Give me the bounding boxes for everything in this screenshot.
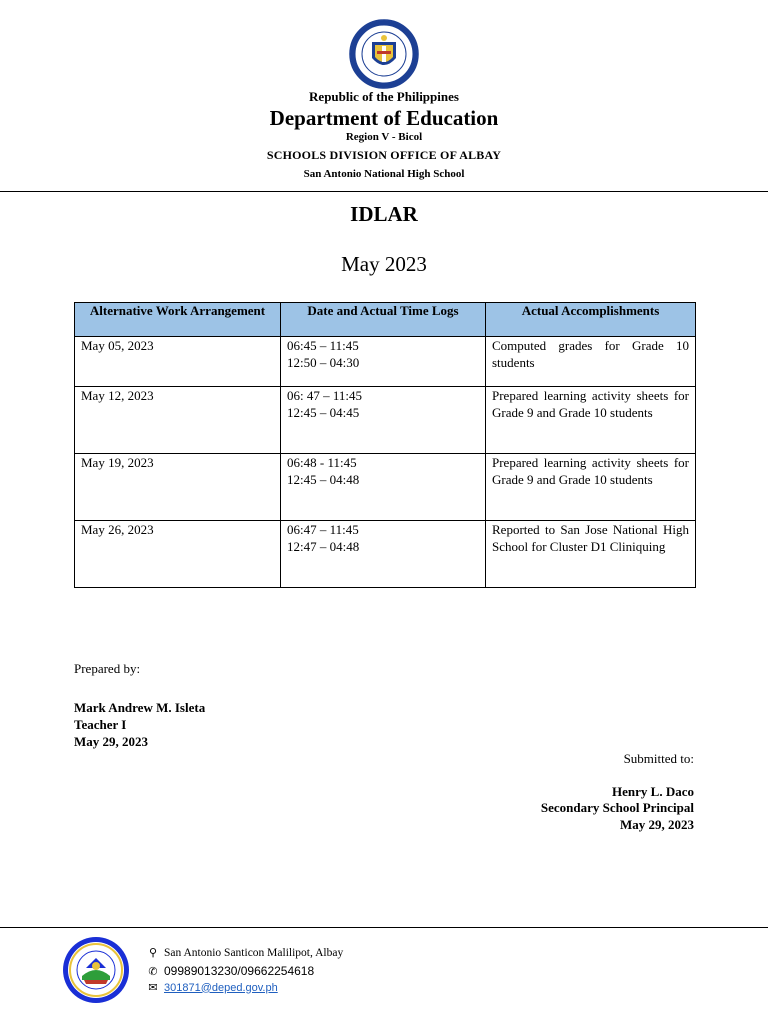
email-link[interactable]: 301871@deped.gov.ph <box>164 981 278 994</box>
footer-divider <box>0 927 768 928</box>
school-heading: San Antonio National High School <box>303 168 465 180</box>
date-cell: May 05, 2023 <box>75 337 281 387</box>
footer-address <box>146 946 343 959</box>
column-header-accomplishments: Actual Accomplishments <box>486 303 696 337</box>
preparer-date: May 29, 2023 <box>74 734 149 749</box>
region-heading: Region V - Bicol <box>345 131 423 143</box>
recipient-position: Secondary School Principal <box>540 800 694 815</box>
document-month: May 2023 <box>341 252 427 276</box>
document-title: IDLAR <box>350 202 418 226</box>
location-pin-icon: ⚲ <box>148 947 158 959</box>
afternoon-log: 12:47 – 04:48 <box>287 538 360 554</box>
email-icon: ✉ <box>148 982 158 994</box>
idlar-table <box>74 302 696 588</box>
column-header-time-logs: Date and Actual Time Logs <box>281 303 486 337</box>
time-log-cell <box>281 521 486 588</box>
afternoon-log: 12:45 – 04:48 <box>287 471 360 487</box>
morning-log: 06:45 – 11:45 <box>287 338 359 353</box>
footer-email <box>146 981 278 994</box>
phone-icon: ✆ <box>148 965 158 978</box>
time-log-cell <box>281 337 486 387</box>
division-heading: SCHOOLS DIVISION OFFICE OF ALBAY <box>266 148 502 162</box>
morning-log: 06:47 – 11:45 <box>287 522 359 537</box>
date-cell: May 12, 2023 <box>75 387 281 454</box>
school-logo <box>62 936 130 1004</box>
time-log-cell <box>281 454 486 521</box>
prepared-by-label: Prepared by: <box>74 661 141 676</box>
table-row <box>75 521 696 588</box>
table-row <box>75 454 696 521</box>
accomplishment-cell: Prepared learning activity sheets for Grade 9 and Grade 10 students <box>486 387 696 454</box>
table-row <box>75 387 696 454</box>
accomplishment-cell: Reported to San Jose National High School for Cluster D1 Cliniquing <box>486 521 696 588</box>
header-divider <box>0 191 768 192</box>
recipient-date: May 29, 2023 <box>619 817 694 832</box>
date-cell: May 26, 2023 <box>75 521 281 588</box>
table-row <box>75 337 696 387</box>
afternoon-log: 12:50 – 04:30 <box>287 354 360 370</box>
department-heading: Department of Education <box>269 106 499 130</box>
submitted-to-label: Submitted to: <box>623 751 694 766</box>
recipient-name: Henry L. Daco <box>612 784 694 799</box>
deped-seal-logo <box>346 18 422 90</box>
accomplishment-cell: Prepared learning activity sheets for Grade 9 and Grade 10 students <box>486 454 696 521</box>
preparer-name: Mark Andrew M. Isleta <box>74 700 206 715</box>
morning-log: 06:48 - 11:45 <box>287 455 357 470</box>
republic-heading: Republic of the Philippines <box>309 89 459 104</box>
table-header-row <box>75 303 696 337</box>
phone-text: 09989013230/09662254618 <box>164 964 315 978</box>
morning-log: 06: 47 – 11:45 <box>287 388 362 403</box>
preparer-position: Teacher I <box>74 717 127 732</box>
address-text: San Antonio Santicon Malilipot, Albay <box>164 946 344 959</box>
date-cell: May 19, 2023 <box>75 454 281 521</box>
afternoon-log: 12:45 – 04:45 <box>287 404 360 420</box>
accomplishment-cell: Computed grades for Grade 10 students <box>486 337 696 387</box>
column-header-work-arrangement: Alternative Work Arrangement <box>75 303 281 337</box>
time-log-cell <box>281 387 486 454</box>
footer-phone <box>146 964 314 978</box>
